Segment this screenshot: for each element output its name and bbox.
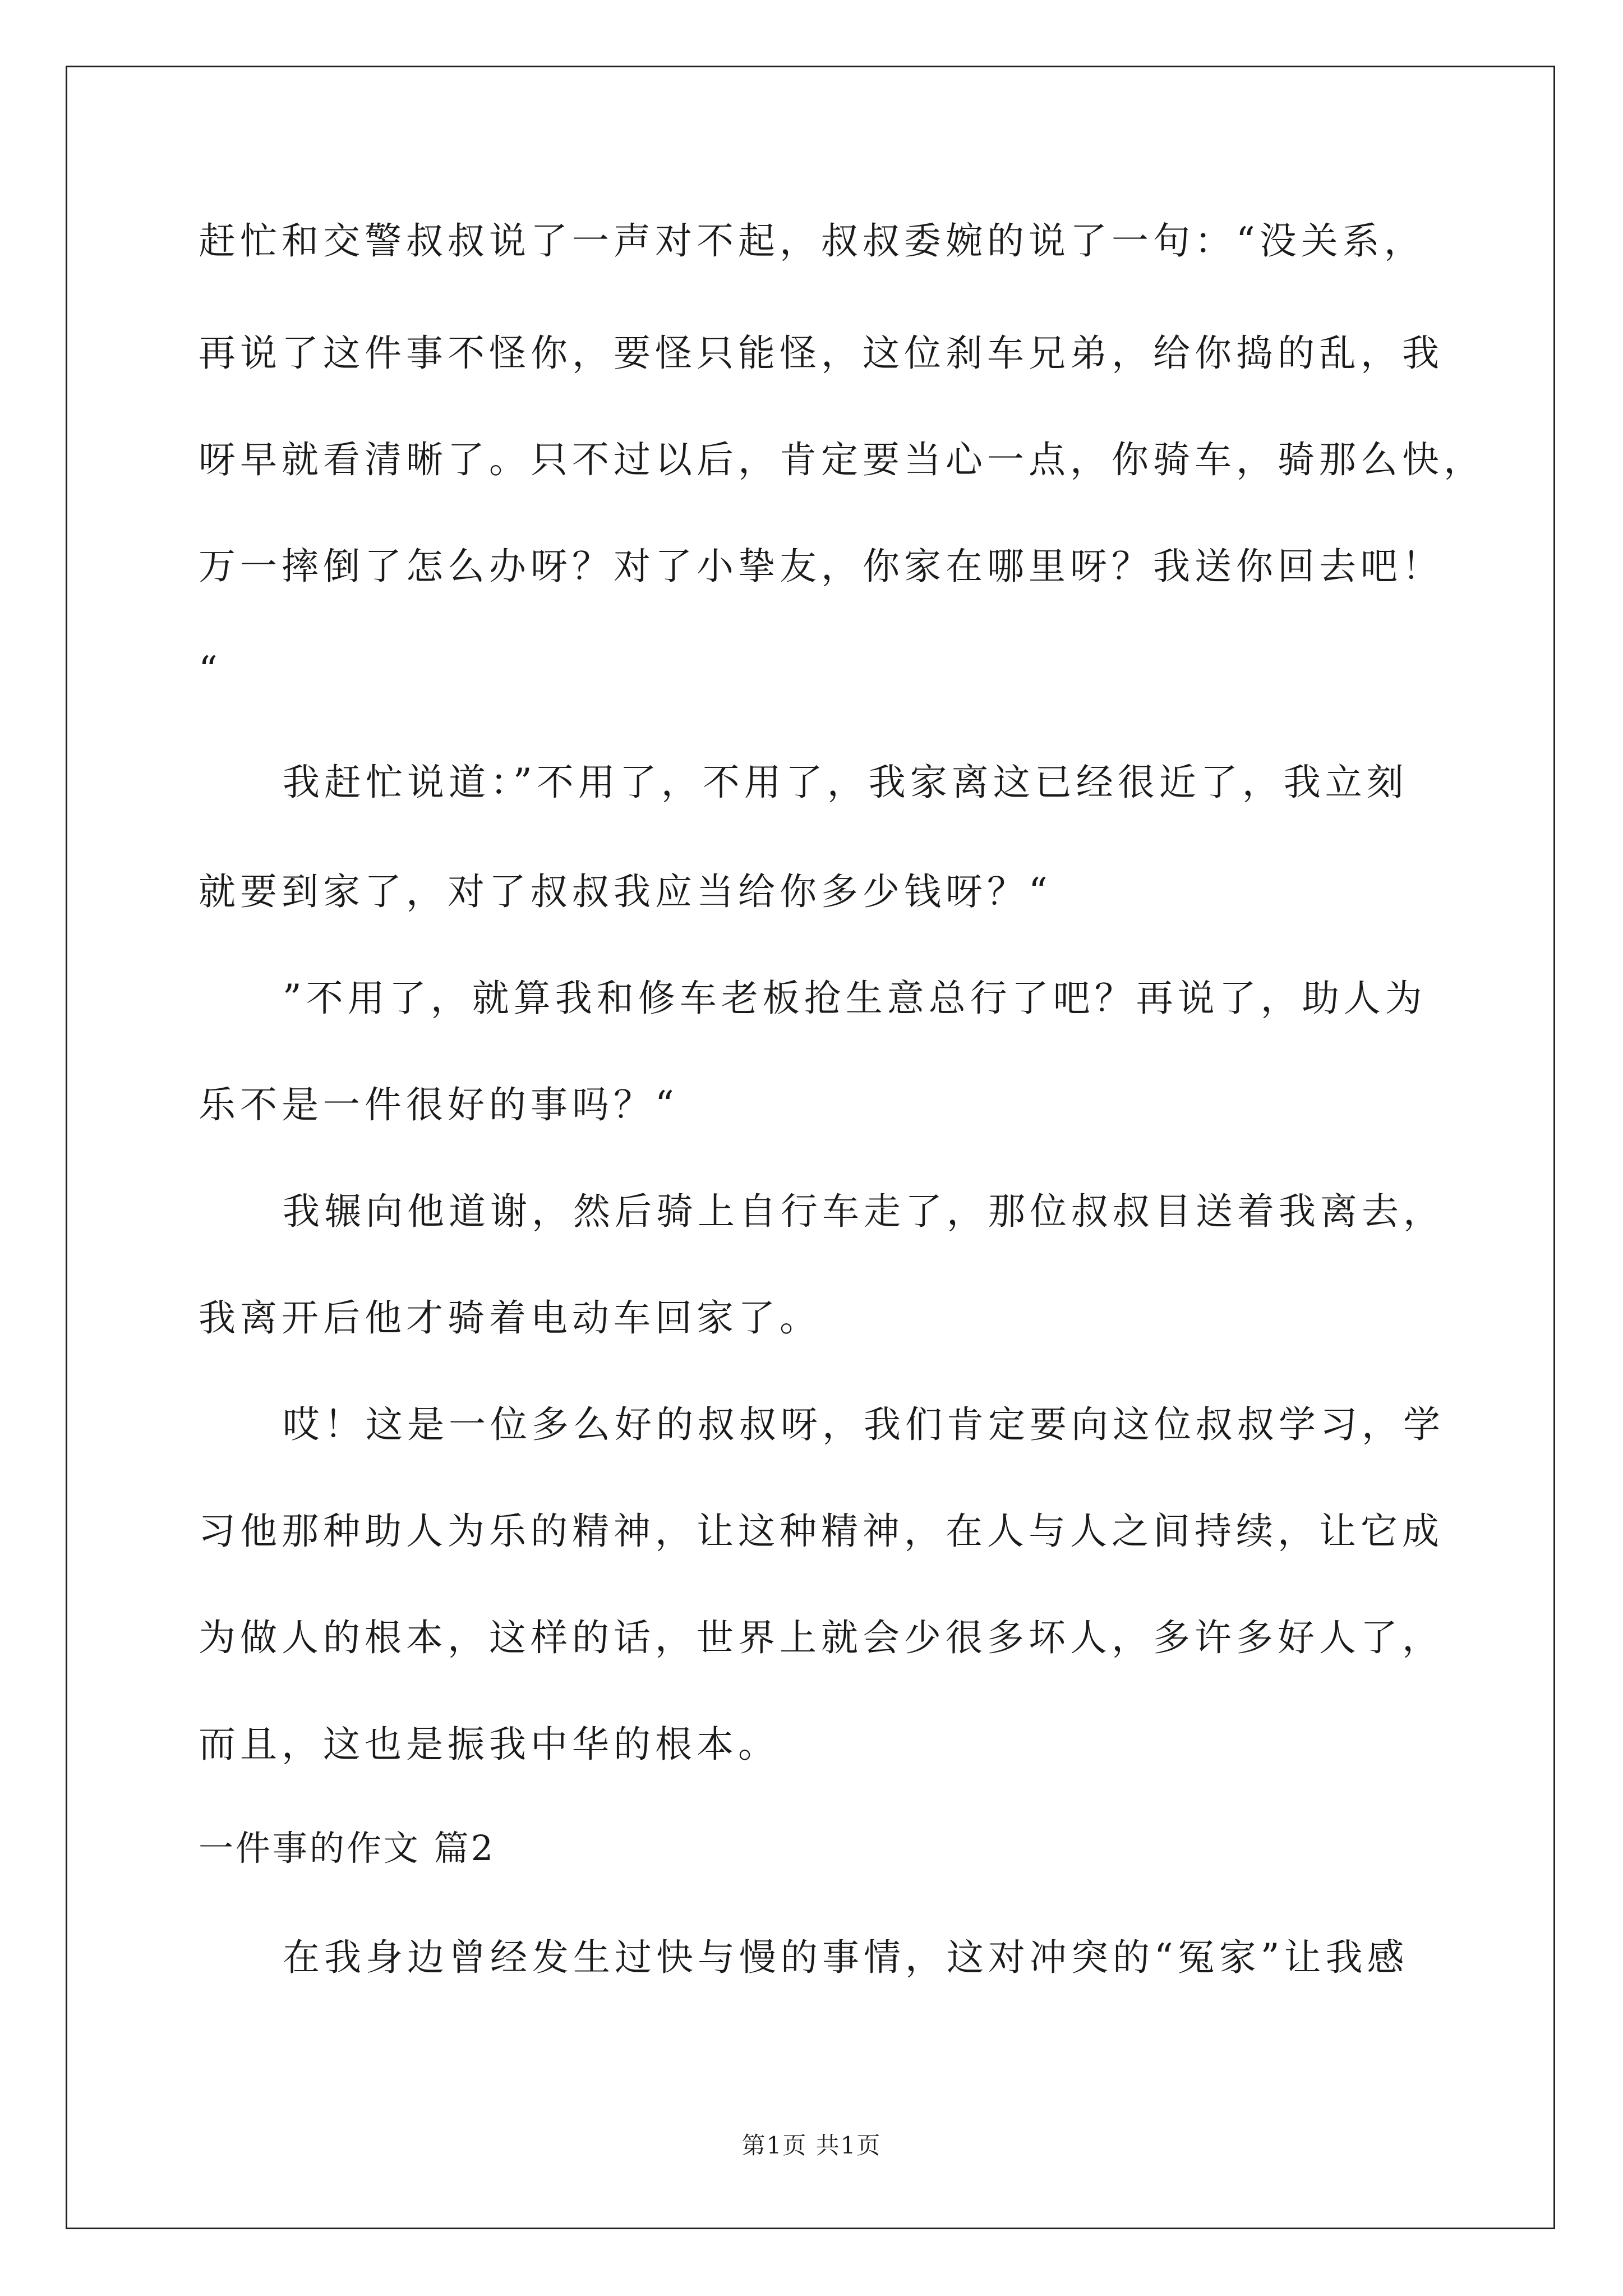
text-line: 我赶忙说道：”不用了，不用了，我家离这已经很近了，我立刻 [283,761,1408,804]
text-line: 哎！这是一位多么好的叔叔呀，我们肯定要向这位叔叔学习，学 [283,1403,1445,1446]
text-line: 在我身边曾经发生过快与慢的事情，这对冲突的“冤家”让我感 [283,1936,1409,1979]
text-line: 就要到家了，对了叔叔我应当给你多少钱呀？“ [199,870,1052,913]
text-line: 万一摔倒了怎么办呀？对了小挚友，你家在哪里呀？我送你回去吧！ [199,545,1444,588]
page-border [66,66,1555,2229]
text-line: 乐不是一件很好的事吗？“ [199,1083,679,1126]
text-line: 为做人的根本，这样的话，世界上就会少很多坏人，多许多好人了， [199,1616,1444,1659]
text-line: 呀早就看清晰了。只不过以后，肯定要当心一点，你骑车，骑那么快， [199,438,1485,481]
text-line: 再说了这件事不怪你，要怪只能怪，这位刹车兄弟，给你捣的乱，我 [199,332,1444,375]
text-line: 而且，这也是振我中华的根本。 [199,1723,780,1766]
section-heading: 一件事的作文 篇2 [199,1828,496,1869]
text-line: 赶忙和交警叔叔说了一声对不起，叔叔委婉的说了一句：“没关系， [199,219,1426,263]
text-line: 我辗向他道谢，然后骑上自行车走了，那位叔叔目送着我离去， [283,1190,1445,1233]
text-line: 我离开后他才骑着电动车回家了。 [199,1296,821,1340]
text-line: “ [199,648,222,692]
page-footer: 第1页 共1页 [741,2132,882,2159]
text-line: 习他那种助人为乐的精神，让这种精神，在人与人之间持续，让它成 [199,1510,1444,1553]
text-line: ”不用了，就算我和修车老板抢生意总行了吧？再说了，助人为 [283,977,1427,1020]
